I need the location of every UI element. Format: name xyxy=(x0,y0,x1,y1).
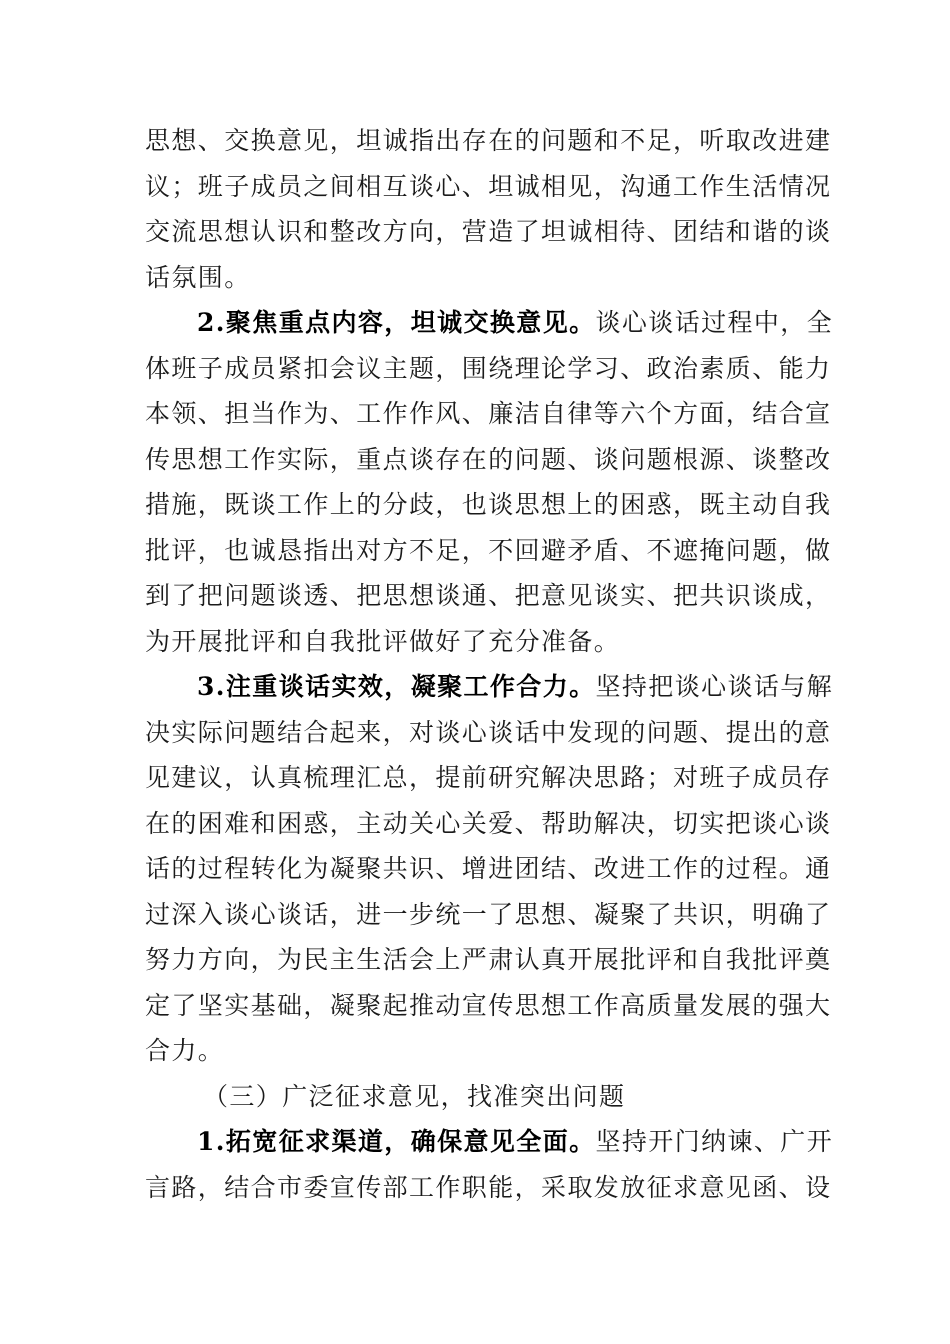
paragraph-line: 思想、交换意见，坦诚指出存在的问题和不足，听取改进建 xyxy=(145,126,832,155)
document-body xyxy=(145,118,834,1210)
paragraph-line: 定了坚实基础，凝聚起推动宣传思想工作高质量发展的强大 xyxy=(145,990,832,1020)
paragraph-line: 见建议，认真梳理汇总，提前研究解决思路；对班子成员存 xyxy=(145,763,832,792)
paragraph-heading: 1.拓宽征求渠道，确保意见全面。 xyxy=(197,1127,596,1156)
paragraph-line: 交流思想认识和整改方向，营造了坦诚相待、团结和谐的谈 xyxy=(145,217,832,246)
paragraph-line: 本领、担当作为、工作作风、廉洁自律等六个方面，结合宣 xyxy=(145,399,832,428)
paragraph-heading: 3.注重谈话实效，凝聚工作合力。 xyxy=(197,672,596,701)
paragraph-text: 谈心谈话过程中，全 xyxy=(595,308,834,337)
paragraph-line: 话的过程转化为凝聚共识、增进团结、改进工作的过程。通 xyxy=(145,854,832,883)
paragraph-line: 话氛围。 xyxy=(145,262,251,292)
paragraph-line: 批评，也诚恳指出对方不足，不回避矛盾、不遮掩问题，做 xyxy=(145,535,832,565)
paragraph-line: 决实际问题结合起来，对谈心谈话中发现的问题、提出的意 xyxy=(145,717,832,747)
section-heading: （三）广泛征求意见，找准突出问题 xyxy=(203,1081,626,1111)
paragraph-first-line xyxy=(145,664,834,710)
paragraph-line: 在的困难和困惑，主动关心关爱、帮助解决，切实把谈心谈 xyxy=(145,808,832,838)
paragraph-line: 努力方向，为民主生活会上严肃认真开展批评和自我批评奠 xyxy=(145,945,832,974)
paragraph-text: 坚持开门纳谏、广开 xyxy=(595,1127,834,1156)
paragraph-first-line xyxy=(145,300,834,346)
paragraph-line: 过深入谈心谈话，进一步统一了思想、凝聚了共识，明确了 xyxy=(145,899,832,929)
paragraph-line: 为开展批评和自我批评做好了充分准备。 xyxy=(145,626,621,656)
paragraph-line: 体班子成员紧扣会议主题，围绕理论学习、政治素质、能力 xyxy=(145,353,832,383)
paragraph-line: 到了把问题谈透、把思想谈通、把意见谈实、把共识谈成， xyxy=(145,581,832,610)
paragraph-line: 言路，结合市委宣传部工作职能，采取发放征求意见函、设 xyxy=(145,1172,832,1202)
paragraph-line: 传思想工作实际，重点谈存在的问题、谈问题根源、谈整改 xyxy=(145,444,832,474)
paragraph-line: 合力。 xyxy=(145,1036,225,1065)
paragraph-line: 议；班子成员之间相互谈心、坦诚相见，沟通工作生活情况 xyxy=(145,171,832,201)
paragraph-text: 坚持把谈心谈话与解 xyxy=(595,672,834,701)
paragraph-heading: 2.聚焦重点内容，坦诚交换意见。 xyxy=(197,308,596,337)
paragraph-line: 措施，既谈工作上的分歧，也谈思想上的困惑，既主动自我 xyxy=(145,490,832,519)
paragraph-first-line xyxy=(145,1119,834,1165)
